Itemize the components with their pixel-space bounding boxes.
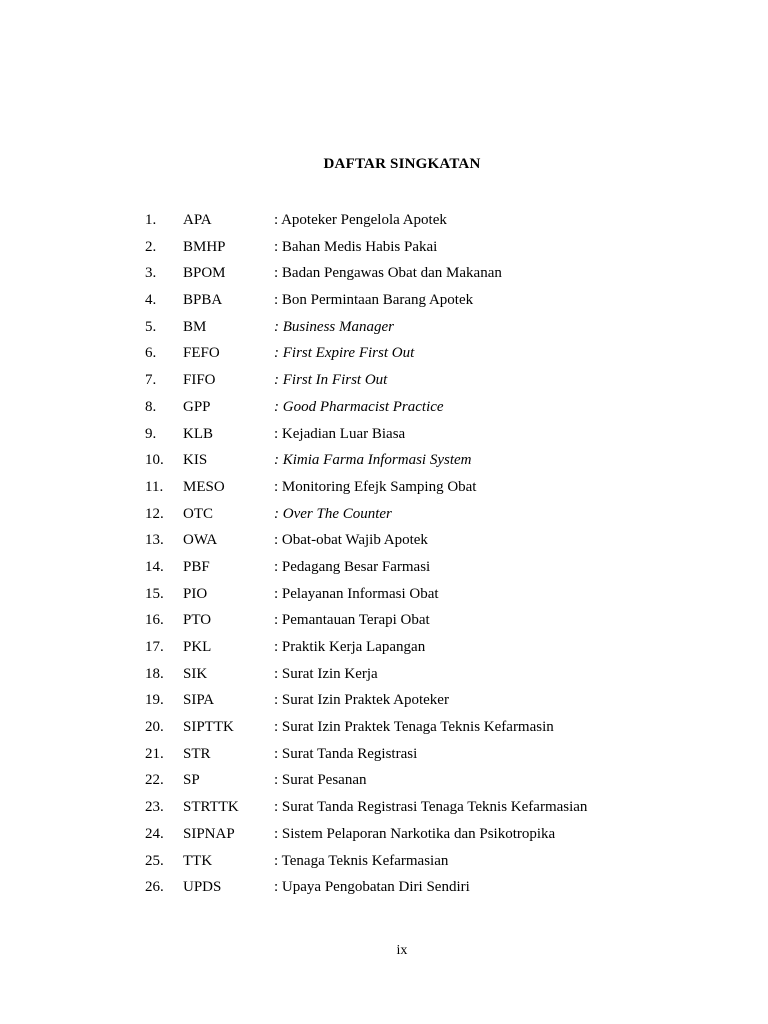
item-description: : Kimia Farma Informasi System [274, 452, 472, 469]
item-number: 23. [145, 799, 164, 816]
item-number: 26. [145, 879, 164, 896]
item-number: 10. [145, 452, 164, 469]
item-description: : Over The Counter [274, 505, 392, 522]
item-description: : Bahan Medis Habis Pakai [274, 238, 438, 255]
item-description: : Pelayanan Informasi Obat [274, 585, 439, 602]
list-item [145, 581, 645, 608]
item-number: 15. [145, 585, 164, 602]
list-item [145, 421, 645, 448]
item-abbreviation: MESO [183, 478, 225, 495]
item-abbreviation: FEFO [183, 345, 220, 362]
list-item [145, 314, 645, 341]
item-number: 17. [145, 639, 164, 655]
item-number: 3. [145, 265, 157, 282]
item-description: : Pedagang Besar Farmasi [274, 558, 431, 575]
item-number: 8. [145, 398, 157, 415]
page-number: ix [396, 943, 408, 958]
item-abbreviation: SIK [183, 665, 208, 682]
list-item [145, 767, 645, 794]
item-abbreviation: PBF [183, 558, 210, 575]
item-number: 2. [145, 238, 157, 255]
list-item [145, 634, 645, 661]
list-item [145, 607, 645, 634]
list-item [145, 848, 645, 875]
item-abbreviation: BPBA [183, 292, 223, 309]
list-item [145, 447, 645, 474]
list-item [145, 741, 645, 768]
list-item [145, 554, 645, 581]
abbreviation-list [145, 207, 645, 901]
list-item [145, 661, 645, 688]
item-description: : Surat Izin Praktek Tenaga Teknis Kefarmasin [274, 719, 554, 736]
item-abbreviation: BMHP [183, 238, 226, 255]
item-abbreviation: UPDS [183, 879, 222, 896]
list-item [145, 687, 645, 714]
item-number: 9. [145, 425, 157, 442]
item-number: 20. [145, 719, 164, 736]
item-number: 22. [145, 772, 164, 789]
item-number: 19. [145, 692, 164, 709]
item-description: : Surat Tanda Registrasi [274, 745, 418, 762]
item-abbreviation: PIO [183, 585, 208, 602]
item-abbreviation: PTO [183, 612, 212, 629]
list-item [145, 340, 645, 367]
item-description: : Good Pharmacist Practice [274, 398, 444, 415]
list-item [145, 501, 645, 528]
list-item [145, 474, 645, 501]
item-description: : Upaya Pengobatan Diri Sendiri [274, 879, 470, 896]
item-number: 4. [145, 292, 157, 309]
item-number: 11. [145, 478, 164, 495]
item-description: : Sistem Pelaporan Narkotika dan Psikotropika [274, 825, 556, 842]
item-abbreviation: OWA [183, 532, 218, 549]
item-number: 24. [145, 825, 164, 842]
item-number: 21. [145, 745, 164, 762]
item-number: 7. [145, 372, 157, 389]
item-number: 14. [145, 558, 164, 575]
item-description: : Surat Tanda Registrasi Tenaga Teknis Kefarmasian [274, 799, 588, 816]
item-number: 12. [145, 505, 164, 522]
item-abbreviation: KLB [183, 425, 213, 442]
item-abbreviation: SP [183, 772, 200, 789]
item-description: : Monitoring Efejk Samping Obat [274, 478, 477, 495]
item-number: 16. [145, 612, 164, 629]
list-item [145, 234, 645, 261]
item-abbreviation: APA [183, 212, 212, 228]
item-description: : Surat Pesanan [274, 772, 367, 789]
item-number: 1. [145, 212, 157, 228]
list-item [145, 367, 645, 394]
list-item [145, 527, 645, 554]
item-abbreviation: STRTTK [183, 799, 239, 816]
item-description: : Obat-obat Wajib Apotek [274, 532, 428, 549]
item-abbreviation: SIPA [183, 692, 215, 709]
item-number: 13. [145, 532, 164, 549]
item-description: : Bon Permintaan Barang Apotek [274, 292, 474, 309]
item-abbreviation: BM [183, 318, 207, 335]
list-item [145, 821, 645, 848]
item-abbreviation: KIS [183, 452, 208, 469]
item-abbreviation: STR [183, 745, 211, 762]
list-item [145, 287, 645, 314]
item-description: : Kejadian Luar Biasa [274, 425, 406, 442]
item-abbreviation: BPOM [183, 265, 226, 282]
page-title: DAFTAR SINGKATAN [323, 156, 481, 172]
item-description: : Praktik Kerja Lapangan [274, 639, 426, 655]
list-item [145, 207, 645, 234]
item-number: 5. [145, 318, 157, 335]
list-item [145, 714, 645, 741]
item-abbreviation: PKL [183, 639, 212, 655]
item-abbreviation: SIPNAP [183, 825, 235, 842]
item-description: : Tenaga Teknis Kefarmasian [274, 852, 449, 869]
item-description: : First In First Out [274, 372, 388, 389]
item-number: 18. [145, 665, 164, 682]
list-item [145, 394, 645, 421]
list-item [145, 260, 645, 287]
item-description: : Badan Pengawas Obat dan Makanan [274, 265, 502, 282]
item-abbreviation: GPP [183, 398, 211, 415]
item-abbreviation: FIFO [183, 372, 216, 389]
item-number: 25. [145, 852, 164, 869]
item-description: : Apoteker Pengelola Apotek [274, 212, 447, 228]
item-abbreviation: OTC [183, 505, 213, 522]
item-description: : Pemantauan Terapi Obat [274, 612, 430, 629]
list-item [145, 874, 645, 901]
item-abbreviation: SIPTTK [183, 719, 234, 736]
list-item [145, 794, 645, 821]
item-number: 6. [145, 345, 157, 362]
item-description: : Surat Izin Praktek Apoteker [274, 692, 449, 709]
item-abbreviation: TTK [183, 852, 213, 869]
item-description: : Surat Izin Kerja [274, 665, 378, 682]
item-description: : Business Manager [274, 318, 394, 335]
item-description: : First Expire First Out [274, 345, 415, 362]
